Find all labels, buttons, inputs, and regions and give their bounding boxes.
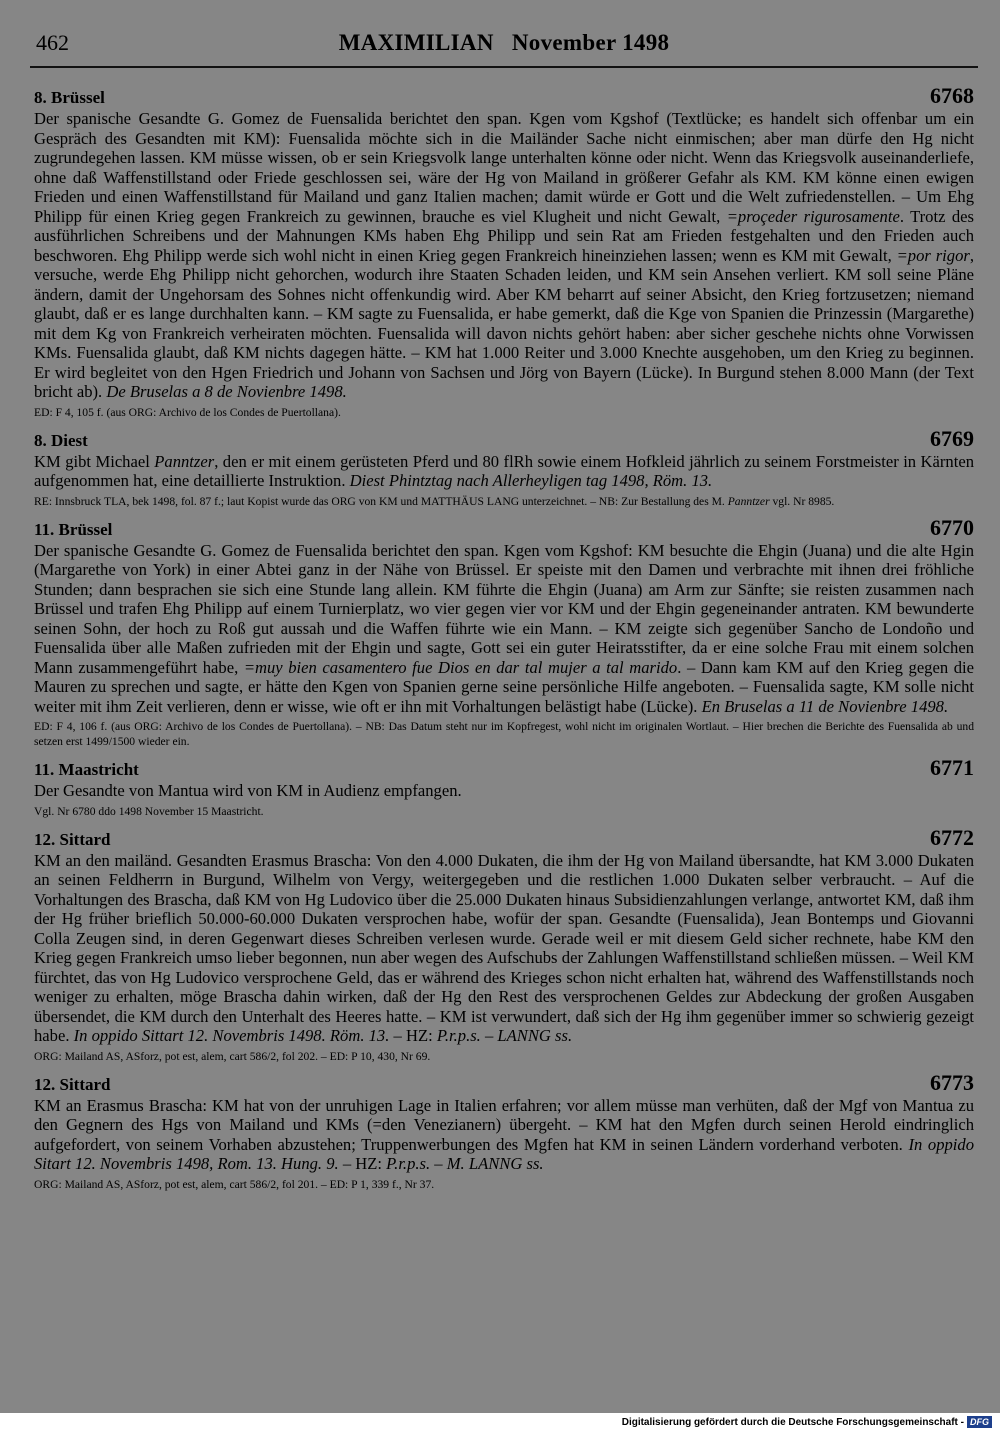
running-title: MAXIMILIAN November 1498: [338, 30, 670, 55]
entry-date-place: 8. Brüssel: [34, 88, 105, 107]
italic-span: Panntzer: [154, 451, 215, 471]
italic-span: In oppido Sitart 12. Novembris 1498, Rom. 13. Hung. 9.: [34, 1134, 974, 1173]
text-span: vgl. Nr 8985.: [769, 494, 835, 508]
text-span: KM an Erasmus Brascha: KM hat von der unruhigen Lage in Italien erfahren; vor allem müsse man verhüten, daß der Mgf von Mantua zu den Gegnern des Hgs von Mailand und KMs (=den Venezianern) übergeht. – KM hat den Mgfen durch seinen Herold eindringlich aufgefordert, von seinem Vorhaben abzustehen; Truppenwerbungen des Mgfen hat KM in seinen Ländern vorderhand verboten.: [34, 1095, 974, 1154]
entry-date-place: 8. Diest: [34, 430, 88, 450]
italic-span: Diest Phintztag nach Allerheyligen tag 1498, Röm. 13.: [349, 471, 713, 490]
entry-source-note: [34, 1049, 974, 1064]
text-span: . – Dann kam KM auf den Krieg gegen die Mauren zu sprechen und sagte, er hätte den Kgen von Spanien gerne seine persönliche Hilfe angeboten. – Fuensalida sagte, KM solle nicht weiter mit ihm Zeit verlieren, denn er wisse, wie oft er ihn mit Vorhaltungen belästigt habe (Lücke).: [34, 657, 974, 716]
entry-6769: [34, 425, 974, 509]
italic-span: P.r.p.s. – M. LANNG ss.: [386, 1154, 544, 1173]
entry-source-note: [34, 405, 974, 420]
italic-span: =muy bien casamentero fue Dios en dar tal mujer a tal marido: [243, 657, 678, 677]
entry-header: [34, 824, 974, 851]
text-span: , den er mit einem gerüsteten Pferd und 80 flRh sowie einem Hofkleid jährlich zu seinem Forstmeister in Kärnten aufgenommen hat, eine detaillierte Instruktion.: [34, 451, 974, 490]
italic-span: =por rigor: [896, 245, 970, 265]
entry-date-place: 12. Sittard: [34, 829, 111, 849]
text-span: ORG: Mailand AS, ASforz, pot est, alem, cart 586/2, fol 201. – ED: P 1, 339 f., Nr 37.: [34, 1177, 435, 1191]
italic-span: Panntzer: [727, 494, 770, 508]
italic-span: =proçeder rigurosamente: [726, 206, 900, 226]
italic-span: In oppido Sittart 12. Novembris 1498. Röm. 13.: [73, 1026, 390, 1045]
entries-container: [34, 83, 974, 1201]
entry-body: [34, 109, 974, 402]
entry-header: [34, 425, 974, 452]
text-span: KM an den mailänd. Gesandten Erasmus Brascha: Von den 4.000 Dukaten, die ihm der Hg von Mailand übersandte, hat KM 3.000 Dukaten an seinen Feldherrn in Burgund, Wilhelm von Vergy, weitergegeben und die restlichen 1.000 Dukaten selber verbraucht. – Auf die Vorhaltungen des Brascha, daß KM von Hg Ludovico über die 25.000 Dukaten hinaus Subsidienzahlungen verlange, antwortet KM, daß ihm der Hg früher brieflich 50.000-60.000 Dukaten versprochen habe, wofür der span. Gesandte (Fuensalida), Jean Bontemps und Giovanni Colla Zeugen sind, in deren Gegenwart dieses Schreiben verlesen wurde. Gerade weil er mit diesem Geld sicher rechnete, habe KM den Krieg gegen Frankreich umso lieber begonnen, nun aber wegen des Aufschubs der Zahlungen Waffenstillstand schließen müssen. – Weil KM fürchtet, das von Hg Ludovico versprochene Geld, das er während des Krieges schon nicht erhalten hat, während des Waffenstillstands noch weniger zu erhalten, möge Brascha dahin wirken, daß der Hg den Rest des versprochenen Geldes zur Abdeckung der großen Ausgaben übersendet, die KM durch den Unterhalt des Heeres hatte. – KM ist verwundert, daß sich der Hg ihm gegenüber immer so schwierig gezeigt habe.: [34, 850, 974, 1045]
page-number: 462: [36, 30, 69, 55]
footer-text: Digitalisierung gefördert durch die Deutsche Forschungsgemeinschaft -: [621, 1416, 964, 1428]
text-span: – HZ:: [338, 1154, 387, 1173]
entry-source-note: [34, 719, 974, 749]
dfg-logo: DFG: [967, 1416, 992, 1428]
entry-number: 6773: [930, 1069, 974, 1095]
entry-6771: [34, 755, 974, 819]
entry-number: 6772: [930, 824, 974, 850]
text-span: ORG: Mailand AS, ASforz, pot est, alem, cart 586/2, fol 202. – ED: P 10, 430, Nr 69.: [34, 1049, 431, 1063]
entry-header: [34, 83, 974, 109]
entry-body: [34, 452, 974, 491]
entry-body: [34, 851, 974, 1046]
text-span: ED: F 4, 105 f. (aus ORG: Archivo de los Condes de Puertollana).: [34, 405, 341, 419]
entry-source-note: [34, 494, 974, 509]
entry-body: [34, 1096, 974, 1174]
text-span: – HZ:: [389, 1026, 437, 1045]
text-span: Der spanische Gesandte G. Gomez de Fuensalida berichtet den span. Kgen vom Kgshof (Textlücke; es handelt sich offenbar um ein Gespräch des Gesandten mit KM): Fuensalida möchte sich in die Mailänder Sache nicht einmischen; aber man dürfe den Hg nicht zugrundegehen lassen. KM müsse wissen, ob er sein Kriegsvolk lange unterhalten könne oder nicht. Wenn das Kriegsvolk auseinanderliefe, ohne daß Waffenstillstand oder Friede geschlossen sei, wäre der Hg von Mailand in größerer Gefahr als KM. KM könne einen ewigen Frieden und einen Waffenstillstand für Mailand und ganz Italien machen; damit würde er Gott und die Welt zufriedenstellen. – Um Ehg Philipp für einen Krieg gegen Frankreich zu gewinnen, brauche es viel Klugheit und nicht Gewalt,: [34, 109, 974, 226]
entry-number: 6768: [930, 83, 974, 108]
entry-number: 6769: [930, 425, 974, 451]
entry-body: [34, 541, 974, 717]
entry-6773: [34, 1069, 974, 1192]
entry-date-place: 11. Brüssel: [34, 519, 113, 539]
italic-span: En Bruselas a 11 de Novienbre 1498.: [701, 696, 949, 716]
entry-header: [34, 1069, 974, 1096]
italic-span: De Bruselas a 8 de Novienbre 1498.: [106, 382, 347, 401]
entry-6772: [34, 824, 974, 1064]
entry-header: [34, 514, 974, 541]
italic-span: P.r.p.s. – LANNG ss.: [436, 1026, 573, 1045]
text-span: RE: Innsbruck TLA, bek 1498, fol. 87 f.; laut Kopist wurde das ORG von KM und MATTHÄUS LANG unterzeichnet. – NB: Zur Bestallung des M.: [34, 494, 728, 508]
entry-number: 6771: [930, 755, 974, 780]
text-span: KM gibt Michael: [34, 451, 155, 471]
text-span: Der spanische Gesandte G. Gomez de Fuensalida berichtet den span. Kgen vom Kgshof: KM besuchte die Ehgin (Juana) und die alte Hgin (Margarethe von York) in einer Abtei ganz in der Nähe von Brüssel. Er speiste mit den Damen und verbrachte mit ihnen drei fröhliche Stunden; dann besprachen sie sich eine Stunde lang allein. KM führte die Ehgin (Juana) am Arm zur Sänfte; sie reisten zusammen nach Brüssel und trafen Ehg Philipp auf einem Turnierplatz, wo vier gegen vier vor KM und der Ehgin gegeneinander antraten. KM bewunderte seinen Sohn, der hoch zu Roß gut aussah und die Waffen führte wie ein Mann. – KM zeigte sich gegenüber Sancho de Londoño und Fuensalida über alle Maßen zufrieden mit der Ehgin und sagte, Gott sei ein guter Heiratsstifter, da er eine solche Frau mit einem solchen Mann zusammengeführt habe,: [34, 540, 974, 677]
entry-source-note: [34, 804, 974, 819]
text-span: , versuche, werde Ehg Philipp nicht gehorchen, wodurch ihre Staaten Schaden leiden, und KM sein Ansehen verliert. KM soll seine Pläne ändern, damit der Ungehorsam des Sohnes nicht offenkundig wird. Aber KM beharrt auf seiner Absicht, den Krieg fortzusetzen; niemand glaubt, daß er es lange durchhalten kann. – KM sagte zu Fuensalida, er habe gemerkt, daß die Kge von Spanien die Prinzessin (Margarethe) mit dem Kg von Frankreich verheiraten möchten. Fuensalida will davon nichts gehört haben: aber sicher geschehe nichts ohne Vorwissen KMs. Fuensalida glaubt, daß KM nichts dagegen hätte. – KM hat 1.000 Reiter und 3.000 Knechte ausgehoben, um den Krieg zu beginnen. Er wird begleitet von den Hgen Friedrich und Johann von Sachsen und Jörg von Bayern (Lücke). In Burgund stehen 8.000 Mann (der Text bricht ab).: [34, 245, 974, 401]
entry-date-place: 12. Sittard: [34, 1074, 111, 1094]
entry-body: [34, 781, 974, 801]
text-span: ED: F 4, 106 f. (aus ORG: Archivo de los Condes de Puertollana). – NB: Das Datum steht nur im Kopfregest, wohl nicht im originalen Wortlaut. – Hier brechen die Berichte des Fuensalida ab und setzen erst 1499/1500 wieder ein.: [34, 720, 974, 748]
entry-source-note: [34, 1177, 974, 1192]
header-rule: [30, 66, 978, 68]
entry-number: 6770: [930, 514, 974, 540]
text-span: . Trotz des ausführlichen Schreibens und der Mahnungen KMs haben Ehg Philipp und sein Rat am Frieden festgehalten und den Frieden auch beschworen. Ehg Philipp werde sich wohl nicht in einen Krieg gegen Frankreich hineinziehen lassen; wenn es KM mit Gewalt,: [34, 206, 974, 265]
entry-6768: [34, 83, 974, 420]
text-span: Vgl. Nr 6780 ddo 1498 November 15 Maastricht.: [34, 804, 264, 818]
text-span: Der Gesandte von Mantua wird von KM in Audienz empfangen.: [34, 781, 462, 800]
entry-header: [34, 755, 974, 781]
page-header: [36, 30, 972, 64]
entry-date-place: 11. Maastricht: [34, 760, 139, 779]
entry-6770: [34, 514, 974, 750]
footer: [622, 1416, 992, 1428]
